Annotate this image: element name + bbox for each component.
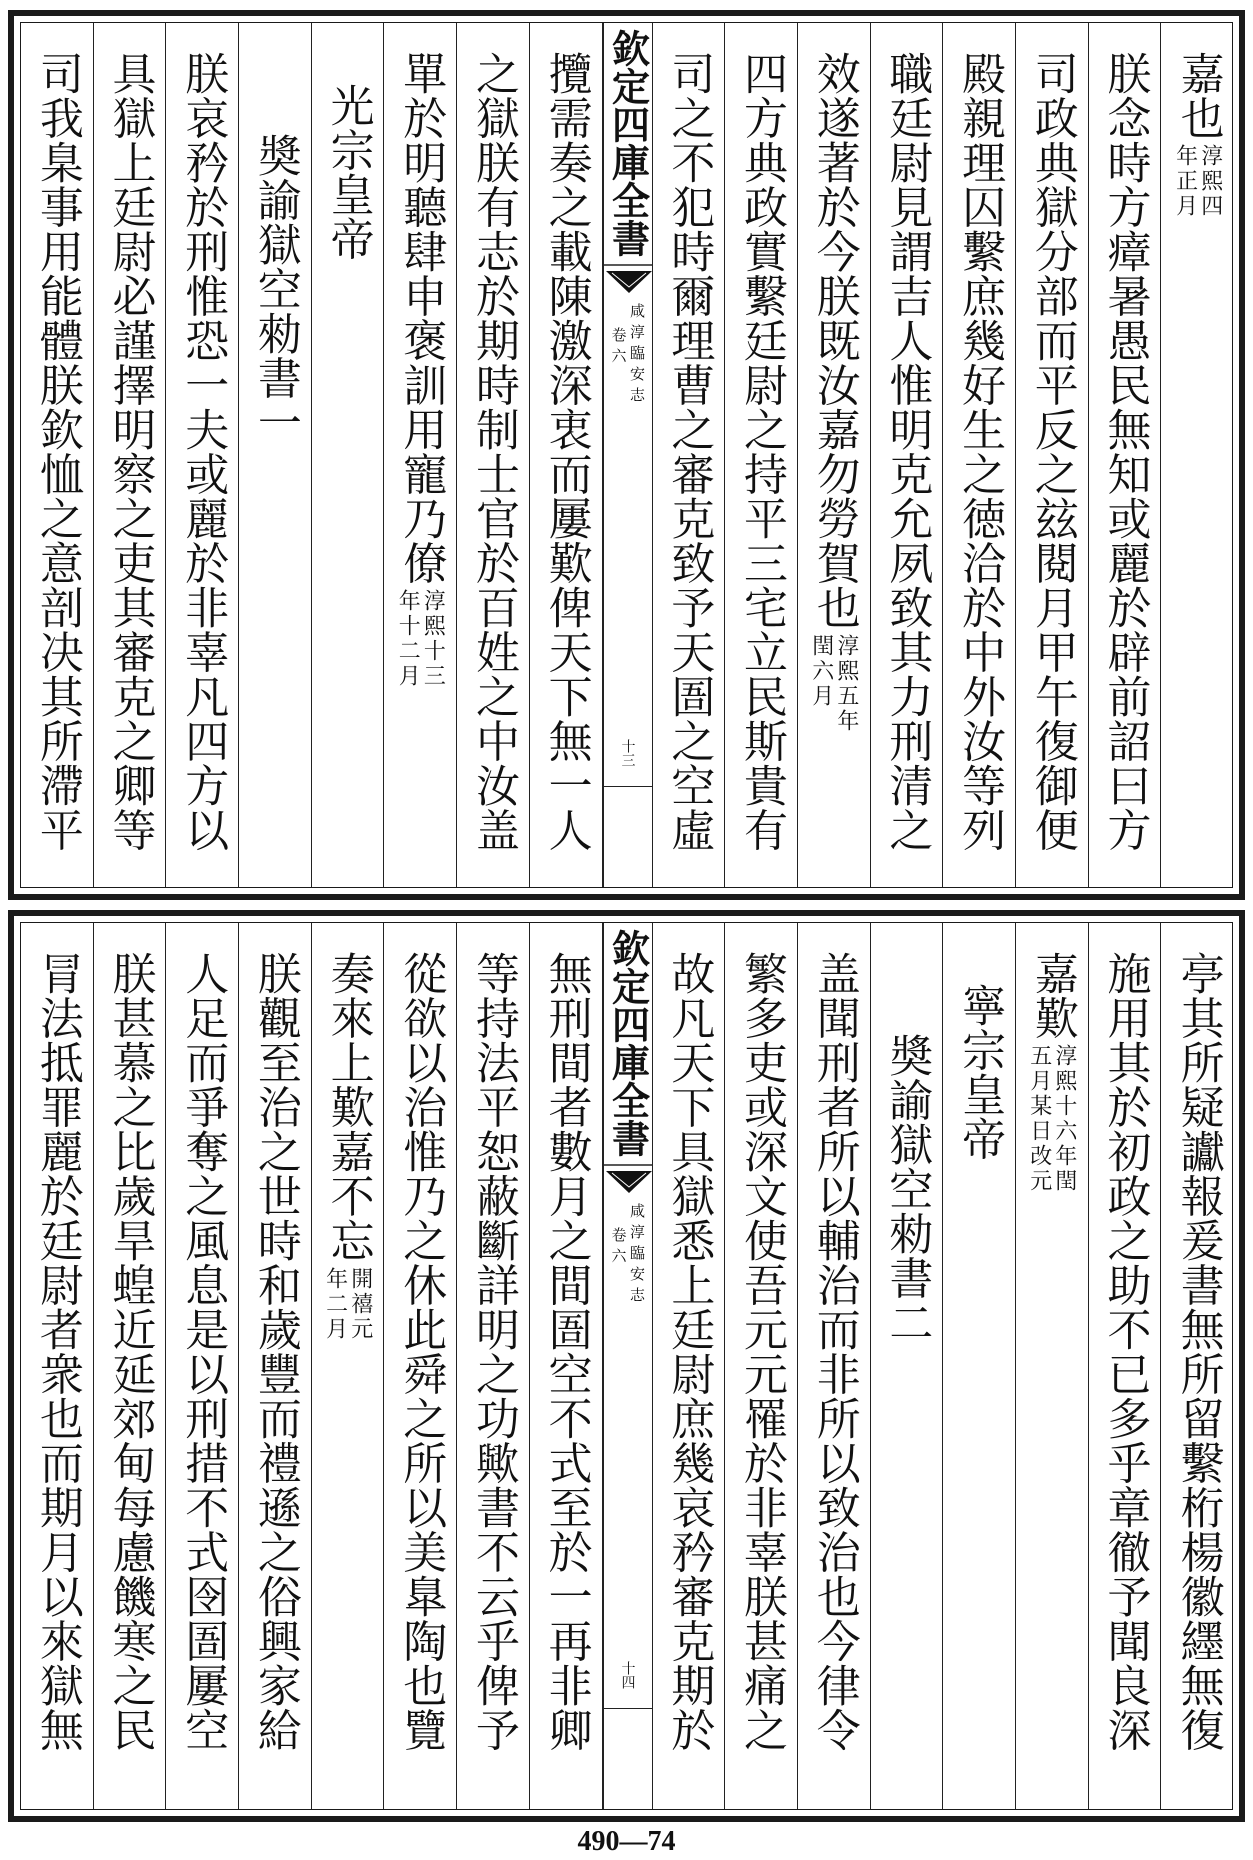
text-column <box>653 23 726 887</box>
date-annotation <box>396 585 444 689</box>
column-text: 朕甚慕之比歲旱蝗近延郊甸每慮饑寒之民 <box>104 951 156 1752</box>
fishtail-marker-icon <box>604 263 652 299</box>
text-column <box>384 23 457 887</box>
annotation-line: 淳熙十三 <box>420 589 446 689</box>
text-column <box>530 23 603 887</box>
column-text: 具獄上廷尉必謹擇明察之吏其審克之卿等 <box>104 51 156 852</box>
section-heading: 奬諭獄空勑書二 <box>881 1033 933 1345</box>
text-column <box>457 23 530 887</box>
center-title: 欽定四庫全書 <box>605 929 651 1157</box>
text-column <box>384 923 457 1809</box>
annotation-line: 淳熙五年 <box>833 633 859 734</box>
emperor-title: 光宗皇帝 <box>322 83 374 261</box>
text-column <box>1016 923 1089 1809</box>
column-text: 朕念時方瘴暑愚民無知或麗於辟前詔曰方 <box>1099 51 1151 852</box>
text-column <box>871 923 944 1809</box>
bottom-page-frame <box>20 922 1233 1810</box>
annotation-line: 年二月 <box>322 1266 348 1342</box>
column-text: 故凡天下具獄悉上廷尉庶幾哀矜審克期於 <box>663 951 715 1752</box>
text-column <box>943 923 1016 1809</box>
center-book-title: 咸淳臨安志 <box>628 1203 646 1308</box>
center-divider <box>604 1708 652 1709</box>
top-page-columns <box>21 23 1232 887</box>
column-text: 攬需奏之載陳激深衷而屢歎俾天下無一人 <box>540 51 592 852</box>
text-column <box>94 23 167 887</box>
annotation-line: 五月某日改元 <box>1026 1044 1052 1194</box>
column-text: 殿親理囚繫庶幾好生之徳洽於中外汝等列 <box>954 51 1006 852</box>
text-column <box>871 23 944 887</box>
column-text: 奏來上歎嘉不忘 <box>322 951 374 1263</box>
column-text: 從欲以治惟乃之休此舜之所以美臯陶也覽 <box>395 951 447 1752</box>
column-text: 施用其於初政之助不已多乎章徹予聞良深 <box>1099 951 1151 1752</box>
annotation-line: 淳熙四 <box>1197 144 1223 219</box>
text-column <box>725 923 798 1809</box>
text-column <box>1089 23 1162 887</box>
center-volume: 卷六 <box>609 1227 628 1269</box>
annotation-line: 閏六月 <box>808 633 834 709</box>
column-text: 冐法抵罪麗於廷尉者衆也而期月以來獄無 <box>31 951 83 1752</box>
annotation-line: 淳熙十六年閏 <box>1051 1044 1077 1194</box>
center-volume: 卷六 <box>609 327 628 369</box>
text-column <box>1089 923 1162 1809</box>
center-divider <box>604 786 652 787</box>
text-column <box>1161 923 1234 1809</box>
column-text: 盖聞刑者所以輔治而非所以致治也今律令 <box>808 951 860 1752</box>
center-page-number: 十三 <box>619 739 636 767</box>
text-column <box>94 923 167 1809</box>
text-column <box>312 23 385 887</box>
date-annotation <box>324 1263 372 1342</box>
annotation-line: 年正月 <box>1172 144 1198 219</box>
center-fold-column <box>603 923 653 1809</box>
column-text: 無刑間者數月之間圄空不式至於一再非卿 <box>540 951 592 1752</box>
column-text: 嘉歎 <box>1026 951 1078 1040</box>
column-text: 亭其所疑讞報爰書無所留繫桁楊徽纆無復 <box>1172 951 1224 1752</box>
text-column <box>653 923 726 1809</box>
text-column <box>798 923 871 1809</box>
page-code: 490—74 <box>577 1826 676 1857</box>
bottom-page-columns <box>21 923 1232 1809</box>
column-text: 嘉也 <box>1172 51 1224 140</box>
column-text: 司政典獄分部而平反之玆閱月甲午復御便 <box>1026 51 1078 852</box>
column-text: 繁多吏或深文使吾元元罹於非辜朕甚痛之 <box>736 951 788 1752</box>
center-page-number: 十四 <box>619 1661 636 1689</box>
text-column <box>725 23 798 887</box>
text-column <box>798 23 871 887</box>
column-text: 朕哀矜於刑惟恐一夫或麗於非辜凡四方以 <box>177 51 229 852</box>
column-text: 司之不犯時爾理曹之審克致予天圄之空虛 <box>663 51 715 852</box>
center-title: 欽定四庫全書 <box>605 29 651 257</box>
annotation-line: 年十二月 <box>395 589 421 689</box>
column-text: 司我臬事用能體朕欽恤之意剖决其所滯平 <box>31 51 83 852</box>
column-text: 四方典政實繫廷尉之持平三宅立民斯貴有 <box>736 51 788 852</box>
annotation-line: 開禧元 <box>347 1266 373 1342</box>
text-column <box>457 923 530 1809</box>
column-text: 之獄朕有志於期時制士官於百姓之中汝盖 <box>467 51 519 852</box>
column-text: 人足而爭奪之風息是以刑措不式囹圄屢空 <box>177 951 229 1752</box>
text-column <box>166 23 239 887</box>
bottom-page <box>8 910 1245 1822</box>
text-column <box>312 923 385 1809</box>
date-annotation <box>1174 140 1222 219</box>
text-column <box>239 923 312 1809</box>
column-text: 等持法平恕蔽斷詳明之功歟書不云乎俾予 <box>467 951 519 1752</box>
emperor-title: 寧宗皇帝 <box>954 983 1006 1161</box>
column-text: 職廷尉見謂吉人惟明克允夙致其力刑清之 <box>881 51 933 852</box>
column-text: 單於明聽肆申褒訓用寵乃僚 <box>395 51 447 585</box>
top-page-frame <box>20 22 1233 888</box>
text-column <box>21 923 94 1809</box>
text-column <box>239 23 312 887</box>
text-column <box>21 23 94 887</box>
center-book-title: 咸淳臨安志 <box>628 303 646 408</box>
top-page <box>8 10 1245 900</box>
text-column <box>166 923 239 1809</box>
text-column <box>530 923 603 1809</box>
column-text: 朕觀至治之世時和歲豐而禮遜之俗興家給 <box>249 951 301 1752</box>
text-column <box>1161 23 1234 887</box>
fishtail-marker-icon <box>604 1163 652 1199</box>
date-annotation <box>810 630 858 734</box>
date-annotation <box>1028 1040 1076 1194</box>
column-text: 效遂著於今朕既汝嘉勿勞賀也 <box>808 51 860 630</box>
center-fold-column <box>603 23 653 887</box>
section-heading: 奬諭獄空勑書一 <box>249 133 301 445</box>
text-column <box>1016 23 1089 887</box>
text-column <box>943 23 1016 887</box>
